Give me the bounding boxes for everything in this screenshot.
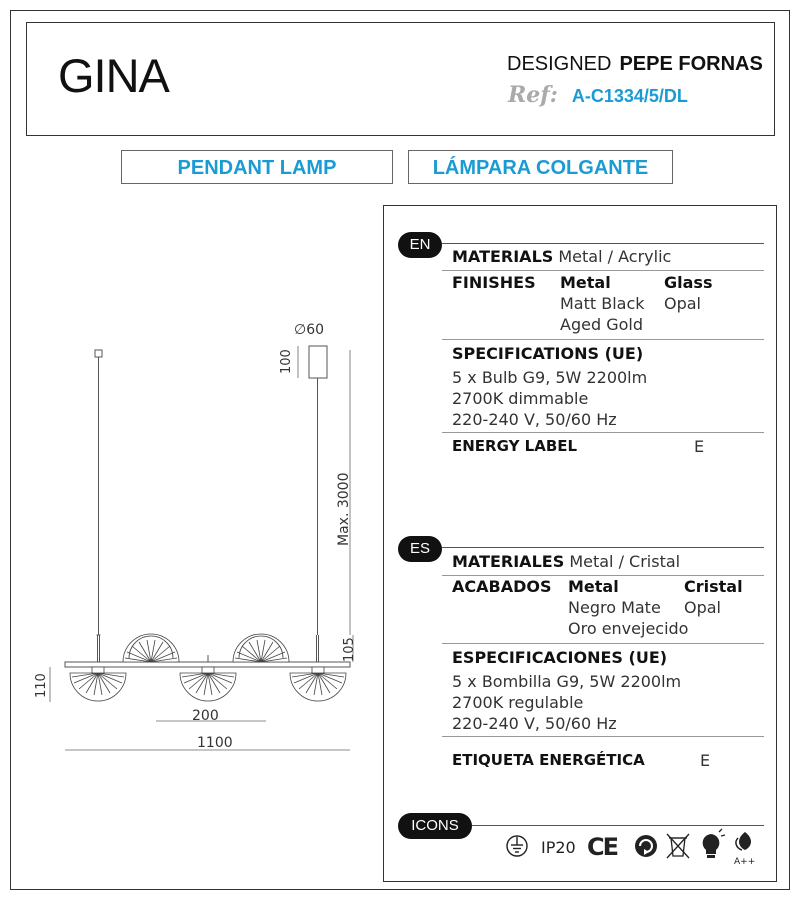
ip-rating: IP20 bbox=[541, 838, 576, 857]
reference-line bbox=[508, 82, 688, 108]
dim-canopy-diameter: ∅60 bbox=[294, 322, 325, 338]
shade-down-3 bbox=[290, 667, 346, 701]
icons-tag: ICONS bbox=[398, 813, 472, 839]
en-materials-label: MATERIALS bbox=[452, 247, 554, 266]
en-spec-2: 2700K dimmable bbox=[452, 389, 589, 408]
en-spec-3: 220-240 V, 50/60 Hz bbox=[452, 410, 617, 429]
es-finish-1: Negro Mate bbox=[568, 598, 661, 617]
en-finishes-glass: Glass bbox=[664, 273, 713, 292]
spec-panel bbox=[383, 205, 777, 882]
es-materials-row bbox=[452, 552, 680, 571]
en-spec-1: 5 x Bulb G9, 5W 2200lm bbox=[452, 368, 648, 387]
designed-label: DESIGNED bbox=[507, 53, 612, 75]
dim-canopy-height: 100 bbox=[279, 349, 294, 374]
es-spec-1: 5 x Bombilla G9, 5W 2200lm bbox=[452, 672, 682, 691]
divider bbox=[442, 643, 764, 644]
left-cable-anchor bbox=[95, 350, 102, 357]
ground-icon bbox=[507, 836, 527, 856]
en-specs-label: SPECIFICATIONS (UE) bbox=[452, 344, 644, 363]
dim-shade-offset: 105 bbox=[342, 637, 357, 662]
ce-icon: CE bbox=[587, 833, 618, 861]
en-finishes-label: FINISHES bbox=[452, 273, 536, 292]
es-tag: ES bbox=[398, 536, 442, 562]
dim-total-width: 1100 bbox=[197, 735, 233, 751]
category-es: LÁMPARA COLGANTE bbox=[408, 150, 673, 184]
shade-down-1 bbox=[70, 667, 126, 701]
divider bbox=[442, 270, 764, 271]
es-finishes-label: ACABADOS bbox=[452, 577, 552, 596]
energy-class: A++ bbox=[734, 857, 756, 867]
product-name: GINA bbox=[58, 49, 169, 102]
dim-max-height: Max. 3000 bbox=[336, 472, 352, 546]
divider bbox=[442, 736, 764, 737]
divider bbox=[472, 825, 764, 826]
dim-shade-height: 110 bbox=[34, 673, 49, 698]
es-finishes-metal: Metal bbox=[568, 577, 619, 596]
en-energy-label: ENERGY LABEL bbox=[452, 437, 578, 455]
divider bbox=[442, 432, 764, 433]
dimmable-bulb-icon bbox=[703, 829, 725, 858]
designer-name: PEPE FORNAS bbox=[619, 53, 763, 75]
technical-drawing bbox=[20, 310, 380, 760]
en-tag: EN bbox=[398, 232, 442, 258]
icons-row bbox=[505, 828, 765, 868]
en-energy-value: E bbox=[694, 437, 705, 456]
en-glass-1: Opal bbox=[664, 294, 701, 313]
weee-bin-icon bbox=[667, 834, 689, 858]
es-materials-label: MATERIALES bbox=[452, 552, 565, 571]
horizontal-bar bbox=[65, 662, 350, 667]
es-specs-label: ESPECIFICACIONES (UE) bbox=[452, 648, 668, 667]
divider bbox=[442, 243, 764, 244]
energy-leaf-icon bbox=[734, 832, 755, 867]
en-materials-value: Metal / Acrylic bbox=[558, 247, 672, 266]
divider bbox=[442, 547, 764, 548]
es-finish-2: Oro envejecido bbox=[568, 619, 689, 638]
ceiling-canopy bbox=[309, 346, 327, 378]
ref-label: Ref: bbox=[508, 82, 558, 108]
ref-code: A-C1334/5/DL bbox=[571, 86, 688, 106]
es-finishes-glass: Cristal bbox=[684, 577, 743, 596]
es-energy-value: E bbox=[700, 751, 711, 770]
divider bbox=[442, 339, 764, 340]
es-glass-1: Opal bbox=[684, 598, 721, 617]
designer-line bbox=[507, 53, 763, 76]
shade-down-2 bbox=[180, 667, 236, 701]
en-finishes-metal: Metal bbox=[560, 273, 611, 292]
en-finish-2: Aged Gold bbox=[560, 315, 643, 334]
recycle-icon bbox=[635, 835, 657, 857]
divider bbox=[442, 575, 764, 576]
es-materials-value: Metal / Cristal bbox=[569, 552, 681, 571]
category-en: PENDANT LAMP bbox=[121, 150, 393, 184]
en-materials-row bbox=[452, 247, 671, 266]
es-spec-2: 2700K regulable bbox=[452, 693, 584, 712]
dim-spacing: 200 bbox=[192, 708, 219, 724]
shade-up-1 bbox=[123, 634, 179, 662]
es-spec-3: 220-240 V, 50/60 Hz bbox=[452, 714, 617, 733]
shade-up-2 bbox=[233, 634, 289, 662]
en-finish-1: Matt Black bbox=[560, 294, 645, 313]
es-energy-label: ETIQUETA ENERGÉTICA bbox=[452, 751, 645, 769]
